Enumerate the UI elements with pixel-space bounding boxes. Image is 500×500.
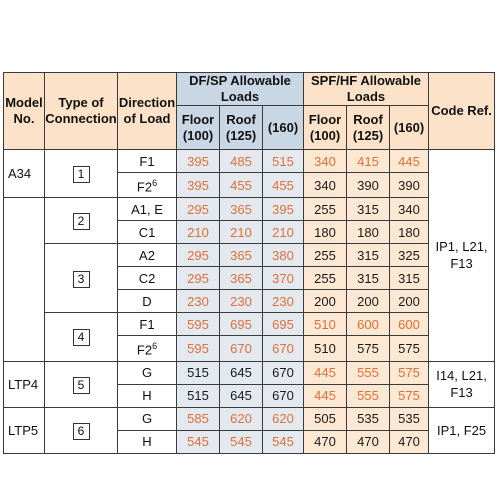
direction-of-load-cell bbox=[118, 244, 177, 267]
header-code-ref: Code Ref. bbox=[429, 73, 495, 150]
spf-hf-load-value: 575 bbox=[390, 336, 429, 361]
connection-type-cell bbox=[45, 150, 118, 198]
connection-type-number: 4 bbox=[73, 329, 90, 346]
model-cell: LTP5 bbox=[4, 407, 45, 453]
direction-label: D bbox=[142, 293, 152, 309]
df-sp-load-value: 230 bbox=[263, 290, 304, 313]
direction-of-load-cell bbox=[118, 267, 177, 290]
table-row bbox=[4, 313, 495, 336]
df-sp-load-value: 395 bbox=[177, 173, 220, 198]
df-sp-load-value: 645 bbox=[220, 384, 263, 407]
spf-hf-load-value: 445 bbox=[304, 361, 347, 384]
direction-of-load-cell bbox=[118, 313, 177, 336]
direction-label: A1, E bbox=[131, 201, 163, 217]
header-df-roof: Roof (125) bbox=[220, 106, 263, 150]
direction-label: F1 bbox=[139, 316, 155, 332]
direction-label: F1 bbox=[139, 153, 155, 169]
direction-of-load-cell bbox=[118, 430, 177, 453]
df-sp-load-value: 395 bbox=[263, 198, 304, 221]
spf-hf-load-value: 255 bbox=[304, 198, 347, 221]
spf-hf-load-value: 555 bbox=[347, 384, 390, 407]
df-sp-load-value: 365 bbox=[220, 244, 263, 267]
spf-hf-load-value: 390 bbox=[347, 173, 390, 198]
direction-of-load-cell bbox=[118, 221, 177, 244]
df-sp-load-value: 295 bbox=[177, 267, 220, 290]
spf-hf-load-value: 315 bbox=[347, 267, 390, 290]
spf-hf-load-value: 535 bbox=[390, 407, 429, 430]
direction-of-load-cell bbox=[118, 173, 177, 198]
df-sp-load-value: 395 bbox=[177, 150, 220, 173]
connection-type-cell bbox=[45, 407, 118, 453]
header-df-160: (160) bbox=[263, 106, 304, 150]
spf-hf-load-value: 415 bbox=[347, 150, 390, 173]
connection-type-cell bbox=[45, 198, 118, 244]
df-sp-load-value: 670 bbox=[263, 336, 304, 361]
table-body bbox=[4, 150, 495, 454]
spf-hf-load-value: 470 bbox=[304, 430, 347, 453]
footnote-superscript: 6 bbox=[152, 341, 158, 352]
df-sp-load-value: 670 bbox=[220, 336, 263, 361]
direction-label: C2 bbox=[138, 270, 156, 286]
header-spf-roof: Roof (125) bbox=[347, 106, 390, 150]
code-ref-cell: IP1, F25 bbox=[429, 407, 495, 453]
spf-hf-load-value: 200 bbox=[390, 290, 429, 313]
load-table-container bbox=[3, 72, 494, 454]
direction-of-load-cell bbox=[118, 407, 177, 430]
df-sp-load-value: 210 bbox=[177, 221, 220, 244]
model-cell: LTP4 bbox=[4, 361, 45, 407]
df-sp-load-value: 645 bbox=[220, 361, 263, 384]
direction-label: G bbox=[141, 411, 153, 427]
df-sp-load-value: 595 bbox=[177, 313, 220, 336]
df-sp-load-value: 210 bbox=[263, 221, 304, 244]
spf-hf-load-value: 315 bbox=[347, 244, 390, 267]
direction-label: F2 bbox=[136, 179, 153, 195]
df-sp-load-value: 515 bbox=[177, 361, 220, 384]
df-sp-load-value: 210 bbox=[220, 221, 263, 244]
spf-hf-load-value: 180 bbox=[390, 221, 429, 244]
spf-hf-load-value: 470 bbox=[390, 430, 429, 453]
df-sp-load-value: 515 bbox=[177, 384, 220, 407]
spf-hf-load-value: 255 bbox=[304, 267, 347, 290]
direction-of-load-cell bbox=[118, 361, 177, 384]
spf-hf-load-value: 505 bbox=[304, 407, 347, 430]
spf-hf-load-value: 575 bbox=[390, 361, 429, 384]
spf-hf-load-value: 200 bbox=[347, 290, 390, 313]
df-sp-load-value: 545 bbox=[177, 430, 220, 453]
spf-hf-load-value: 200 bbox=[304, 290, 347, 313]
code-ref-cell: I14, L21, F13 bbox=[429, 361, 495, 407]
spf-hf-load-value: 315 bbox=[347, 198, 390, 221]
header-df-floor: Floor (100) bbox=[177, 106, 220, 150]
df-sp-load-value: 295 bbox=[177, 198, 220, 221]
df-sp-load-value: 620 bbox=[263, 407, 304, 430]
table-row bbox=[4, 407, 495, 430]
df-sp-load-value: 515 bbox=[263, 150, 304, 173]
table-row bbox=[4, 150, 495, 173]
header-spf-hf-allowable-loads: SPF/HF Allowable Loads bbox=[304, 73, 429, 106]
spf-hf-load-value: 315 bbox=[390, 267, 429, 290]
spf-hf-load-value: 575 bbox=[390, 384, 429, 407]
df-sp-load-value: 380 bbox=[263, 244, 304, 267]
df-sp-load-value: 585 bbox=[177, 407, 220, 430]
header-spf-160: (160) bbox=[390, 106, 429, 150]
connection-type-number: 5 bbox=[73, 377, 90, 394]
spf-hf-load-value: 600 bbox=[347, 313, 390, 336]
spf-hf-load-value: 340 bbox=[304, 173, 347, 198]
df-sp-load-value: 620 bbox=[220, 407, 263, 430]
direction-label: A2 bbox=[139, 247, 155, 263]
direction-label: G bbox=[141, 365, 153, 381]
direction-of-load-cell bbox=[118, 198, 177, 221]
header-spf-floor: Floor (100) bbox=[304, 106, 347, 150]
direction-label: H bbox=[142, 388, 152, 404]
connection-type-cell bbox=[45, 313, 118, 361]
df-sp-load-value: 230 bbox=[177, 290, 220, 313]
table-row bbox=[4, 244, 495, 267]
spf-hf-load-value: 180 bbox=[304, 221, 347, 244]
direction-of-load-cell bbox=[118, 336, 177, 361]
df-sp-load-value: 595 bbox=[177, 336, 220, 361]
df-sp-load-value: 455 bbox=[220, 173, 263, 198]
header-df-sp-allowable-loads: DF/SP Allowable Loads bbox=[177, 73, 304, 106]
df-sp-load-value: 545 bbox=[263, 430, 304, 453]
direction-of-load-cell bbox=[118, 384, 177, 407]
table-row bbox=[4, 198, 495, 221]
df-sp-load-value: 295 bbox=[177, 244, 220, 267]
df-sp-load-value: 695 bbox=[220, 313, 263, 336]
spf-hf-load-value: 390 bbox=[390, 173, 429, 198]
direction-label: C1 bbox=[138, 224, 156, 240]
spf-hf-load-value: 180 bbox=[347, 221, 390, 244]
direction-of-load-cell bbox=[118, 290, 177, 313]
df-sp-load-value: 370 bbox=[263, 267, 304, 290]
spf-hf-load-value: 255 bbox=[304, 244, 347, 267]
allowable-loads-table bbox=[3, 72, 495, 454]
spf-hf-load-value: 600 bbox=[390, 313, 429, 336]
footnote-superscript: 6 bbox=[152, 178, 158, 188]
connection-type-cell bbox=[45, 361, 118, 407]
spf-hf-load-value: 445 bbox=[304, 384, 347, 407]
spf-hf-load-value: 340 bbox=[390, 198, 429, 221]
df-sp-load-value: 670 bbox=[263, 361, 304, 384]
df-sp-load-value: 230 bbox=[220, 290, 263, 313]
header-model: Model No. bbox=[4, 73, 45, 150]
spf-hf-load-value: 510 bbox=[304, 336, 347, 361]
df-sp-load-value: 670 bbox=[263, 384, 304, 407]
model-cell: A34 bbox=[4, 150, 45, 198]
spf-hf-load-value: 535 bbox=[347, 407, 390, 430]
direction-label: H bbox=[142, 434, 152, 450]
table-row bbox=[4, 361, 495, 384]
connection-type-number: 1 bbox=[73, 166, 90, 183]
spf-hf-load-value: 510 bbox=[304, 313, 347, 336]
df-sp-load-value: 695 bbox=[263, 313, 304, 336]
connection-type-number: 6 bbox=[73, 423, 90, 440]
df-sp-load-value: 455 bbox=[263, 173, 304, 198]
df-sp-load-value: 485 bbox=[220, 150, 263, 173]
connection-type-cell bbox=[45, 244, 118, 313]
spf-hf-load-value: 445 bbox=[390, 150, 429, 173]
code-ref-cell: IP1, L21, F13 bbox=[429, 150, 495, 362]
header-direction-of-load: Direction of Load bbox=[118, 73, 177, 150]
spf-hf-load-value: 340 bbox=[304, 150, 347, 173]
df-sp-load-value: 545 bbox=[220, 430, 263, 453]
df-sp-load-value: 365 bbox=[220, 267, 263, 290]
spf-hf-load-value: 470 bbox=[347, 430, 390, 453]
spf-hf-load-value: 325 bbox=[390, 244, 429, 267]
direction-of-load-cell bbox=[118, 150, 177, 173]
connection-type-number: 2 bbox=[73, 213, 90, 230]
spf-hf-load-value: 575 bbox=[347, 336, 390, 361]
df-sp-load-value: 365 bbox=[220, 198, 263, 221]
header-type-of-connection: Type of Connection bbox=[45, 73, 118, 150]
connection-type-number: 3 bbox=[73, 271, 90, 288]
model-cell bbox=[4, 198, 45, 361]
spf-hf-load-value: 555 bbox=[347, 361, 390, 384]
direction-label: F2 bbox=[136, 342, 153, 358]
